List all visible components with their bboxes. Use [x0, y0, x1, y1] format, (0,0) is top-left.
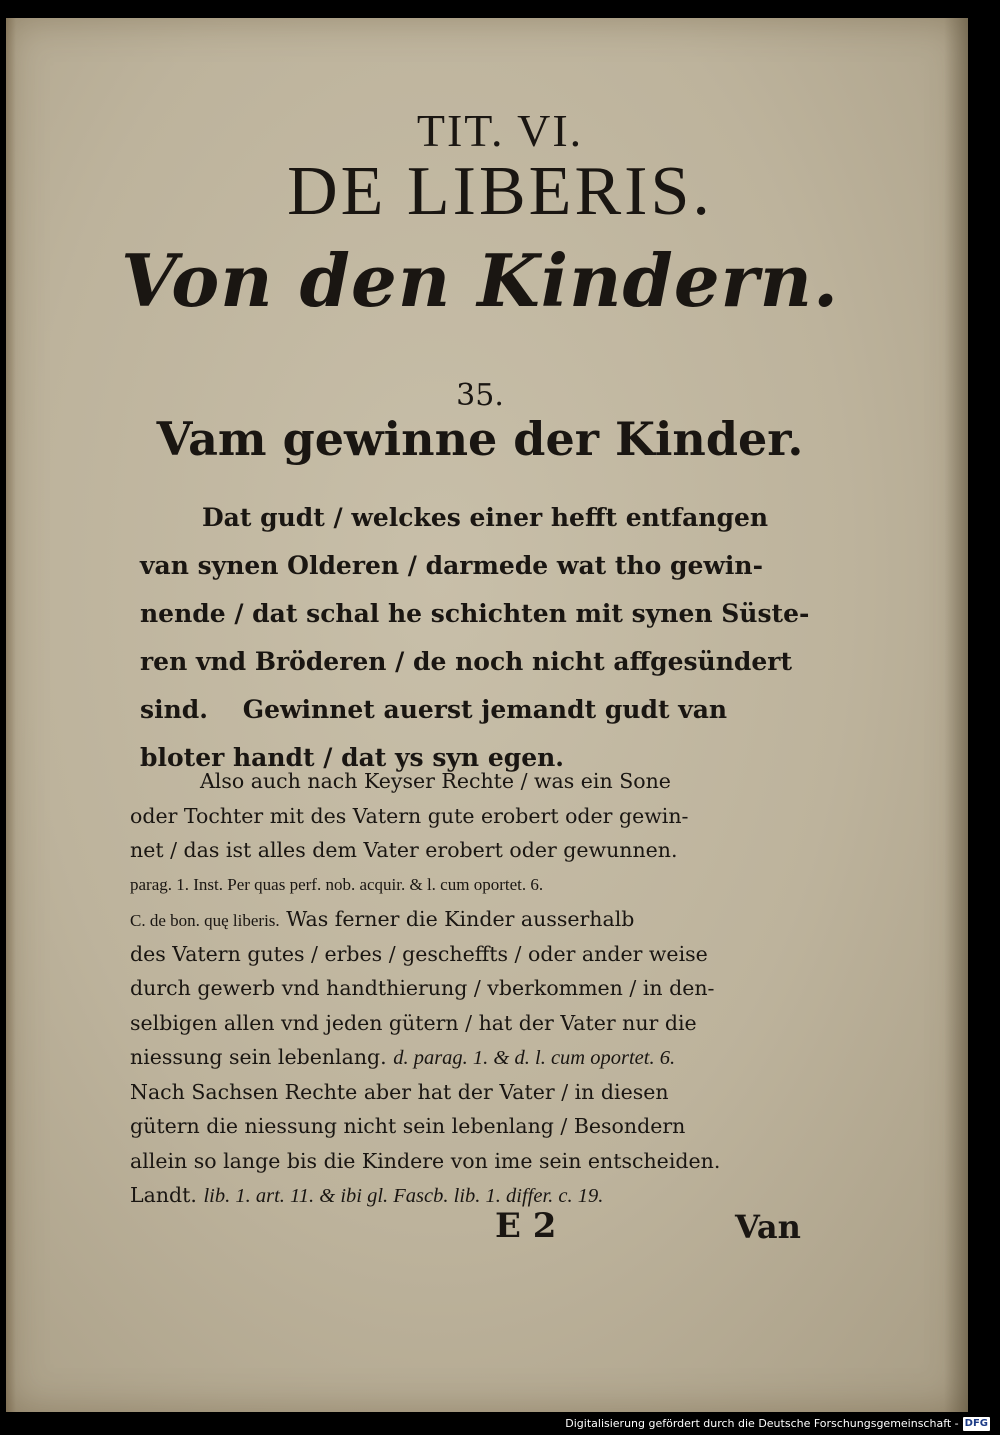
commentary-line — [130, 902, 830, 937]
commentary-block — [130, 764, 830, 1213]
commentary-text: Was ferner die Kinder ausserhalb — [286, 907, 635, 931]
commentary-line — [130, 1178, 830, 1213]
dfg-logo: DFG — [964, 1418, 988, 1429]
italic-citation: lib. 1. art. 11. & ibi gl. Fascb. lib. 1. differ. c. 19. — [203, 1185, 604, 1207]
paragraph-line: Dat gudt / welckes einer hefft entfangen — [202, 503, 769, 532]
commentary-line: selbigen allen vnd jeden gütern / hat der Vater nur die — [130, 1010, 697, 1035]
commentary-line — [130, 1040, 830, 1075]
latin-citation: C. de bon. quę liberis. — [130, 911, 280, 930]
commentary-line: durch gewerb vnd handthierung / vberkommen / in den- — [130, 976, 715, 1000]
commentary-citation-line: parag. 1. Inst. Per quas perf. nob. acquir. & l. cum oportet. 6. — [130, 874, 544, 894]
commentary-line: oder Tochter mit des Vatern gute erobert oder gewin- — [130, 803, 689, 828]
digitization-footer — [565, 1417, 990, 1431]
commentary-line: Nach Sachsen Rechte aber hat der Vater / in diesen — [130, 1079, 669, 1104]
paragraph-line: van synen Olderen / darmede wat tho gewin- — [140, 551, 763, 580]
commentary-text: niessung sein lebenlang. — [130, 1045, 387, 1069]
commentary-line: Also auch nach Keyser Rechte / was ein Sone — [200, 769, 671, 793]
paragraph-line: nende / dat schal he schichten mit synen Süste- — [140, 599, 810, 628]
paragraph-line: sind. Gewinnet auerst jemandt gudt van — [140, 695, 728, 724]
commentary-line: allein so lange bis die Kindere von ime sein entscheiden. — [130, 1148, 721, 1173]
section-number: 35. — [456, 378, 504, 413]
commentary-line: net / das ist alles dem Vater erobert oder gewunnen. — [130, 838, 678, 862]
title-line-1: TIT. VI. — [416, 105, 584, 156]
commentary-text: Landt. — [130, 1183, 197, 1207]
section-heading: Vam gewinne der Kinder. — [156, 412, 804, 466]
commentary-line: gütern die niessung nicht sein lebenlang / Besondern — [130, 1114, 686, 1138]
footer-text: Digitalisierung gefördert durch die Deutsche Forschungsgemeinschaft - — [565, 1417, 959, 1430]
paragraph-line: ren vnd Bröderen / de noch nicht affgesündert — [140, 647, 793, 676]
signature-mark: E 2 — [495, 1206, 557, 1246]
catchword: Van — [735, 1208, 801, 1246]
title-line-3: Von den Kindern. — [120, 238, 840, 323]
paragraph-line: bloter handt / dat ys syn egen. — [140, 743, 564, 772]
title-line-2: DE LIBERIS. — [287, 153, 713, 230]
italic-citation: d. parag. 1. & d. l. cum oportet. 6. — [393, 1047, 676, 1069]
commentary-line: des Vatern gutes / erbes / gescheffts / oder ander weise — [130, 941, 708, 966]
main-paragraph — [140, 494, 830, 782]
